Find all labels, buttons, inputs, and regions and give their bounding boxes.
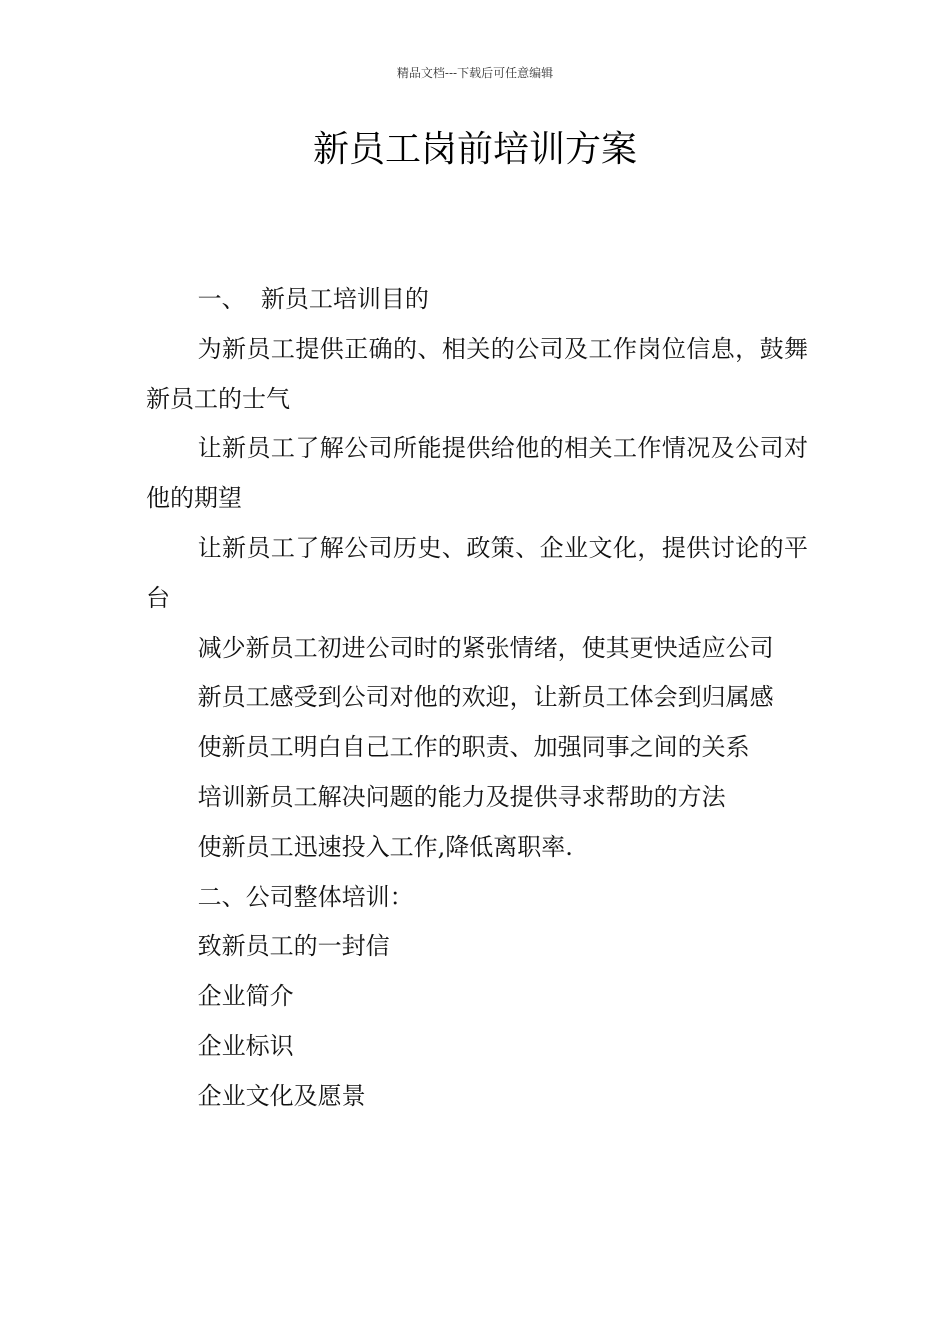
section-heading-overall-training: 二、公司整体培训：: [197, 882, 414, 911]
purpose-paragraph: 为新员工提供正确的、相关的公司及工作岗位信息，鼓舞新员工的士气: [146, 334, 808, 413]
header-note: 精品文档---下载后可任意编辑: [396, 66, 554, 80]
training-item: 企业标识: [197, 1031, 294, 1060]
purpose-paragraph: 让新员工了解公司所能提供给他的相关工作情况及公司对他的期望: [146, 434, 808, 513]
purpose-paragraph: 让新员工了解公司历史、政策、企业文化，提供讨论的平台: [146, 533, 808, 612]
purpose-paragraph: 新员工感受到公司对他的欢迎，让新员工体会到归属感: [197, 683, 774, 712]
purpose-paragraph: 使新员工迅速投入工作,降低离职率.: [197, 832, 573, 861]
training-item: 企业简介: [197, 982, 294, 1011]
purpose-paragraph: 减少新员工初进公司时的紧张情绪，使其更快适应公司: [197, 633, 774, 662]
training-item: 致新员工的一封信: [197, 932, 390, 961]
purpose-paragraph: 使新员工明白自己工作的职责、加强同事之间的关系: [197, 733, 750, 762]
document-title: 新员工岗前培训方案: [312, 129, 637, 170]
training-item: 企业文化及愿景: [197, 1081, 366, 1110]
purpose-paragraph: 培训新员工解决问题的能力及提供寻求帮助的方法: [197, 782, 726, 811]
document-body: [146, 275, 808, 1122]
section-heading-purpose: 一、 新员工培训目的: [197, 285, 429, 313]
